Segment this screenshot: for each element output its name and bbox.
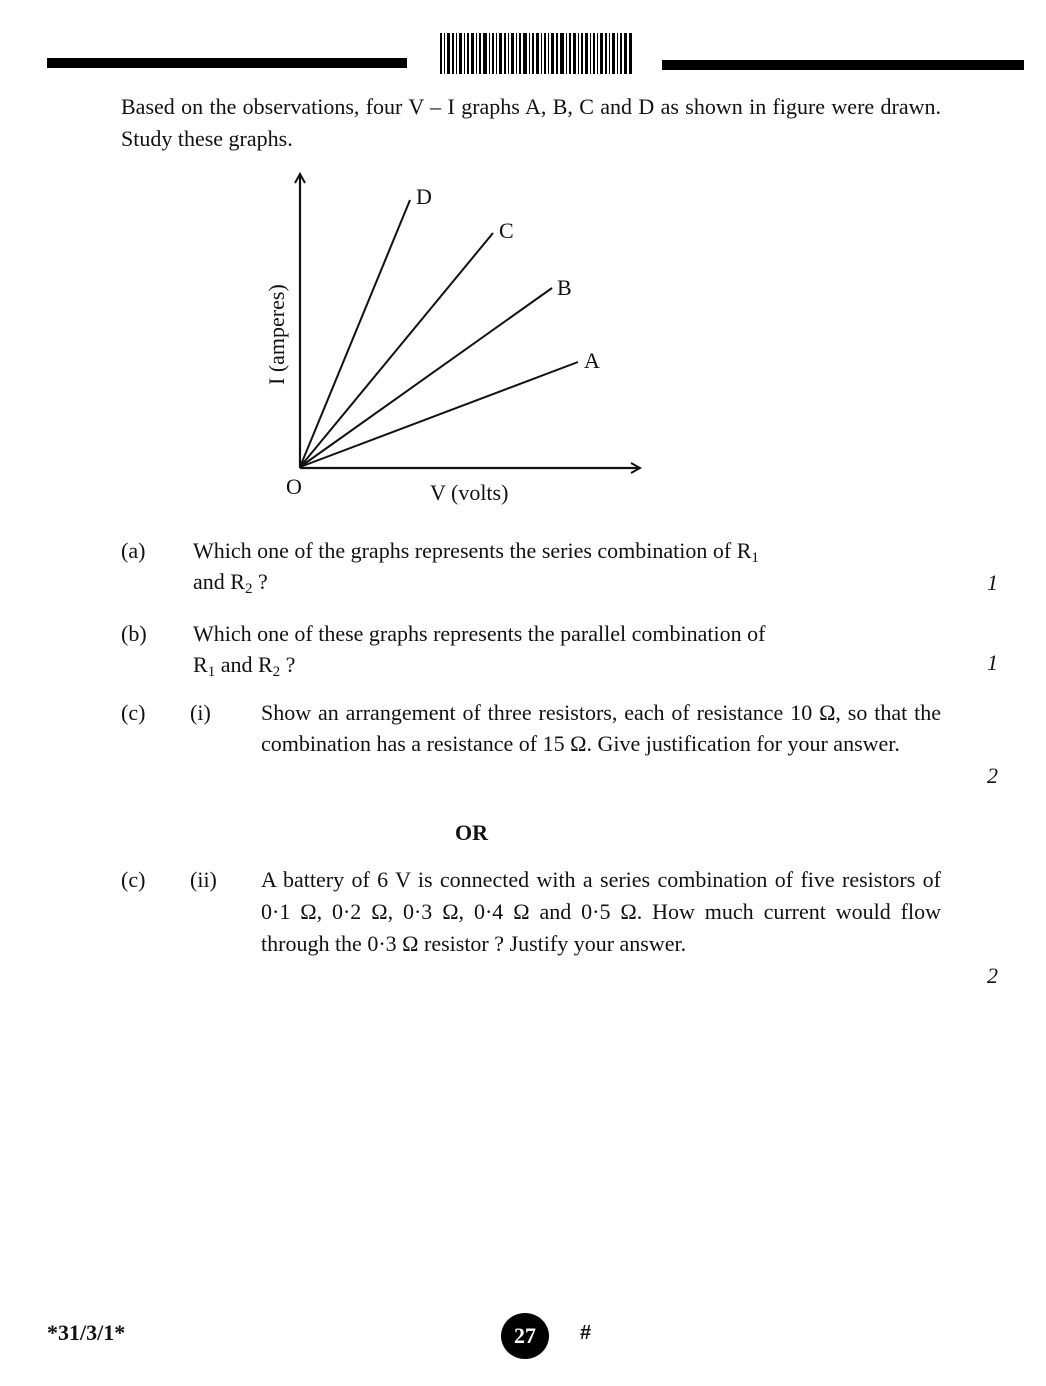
question-b-text: Which one of these graphs represents the parallel combination of $R_1$ and $R_2$ ? [193, 621, 766, 680]
question-b-label: (b) [121, 621, 147, 646]
question-c-ii-label: (c) [121, 867, 146, 892]
barcode-icon [440, 33, 632, 74]
vi-graph [240, 160, 660, 520]
question-c-ii-text: A battery of 6 V is connected with a series combination of five resistors of 0·1 Ω, 0·2 Ω, 0·3 Ω, 0·4 Ω and 0·5 Ω. How much current would flow through the 0·3 Ω resistor ? Justify your answer. [261, 867, 941, 956]
y-axis-label: I (amperes) [264, 284, 289, 385]
paper-code: *31/3/1* [47, 1320, 126, 1345]
question-a-marks: 1 [987, 570, 998, 595]
line-a [300, 362, 578, 467]
label-b: B [557, 275, 572, 300]
question-c-i-text: Show an arrangement of three resistors, each of resistance 10 Ω, so that the combination has a resistance of 15 Ω. Give justification for your answer. [261, 700, 941, 756]
page-number-badge [501, 1313, 549, 1359]
origin-label: O [286, 474, 302, 499]
label-c: C [499, 218, 514, 243]
question-a-text: Which one of the graphs represents the series combination of $R_1$ and $R_2$ ? [193, 538, 759, 597]
label-a: A [584, 348, 600, 373]
question-c-i-marks: 2 [987, 763, 998, 788]
question-c-i-sub: (i) [190, 700, 211, 725]
question-a-label: (a) [121, 538, 146, 563]
question-b-marks: 1 [987, 650, 998, 675]
question-c-i-label: (c) [121, 700, 146, 725]
hash-mark: # [580, 1322, 592, 1344]
question-c-ii-sub: (ii) [190, 867, 217, 892]
or-separator: OR [455, 820, 488, 845]
intro-paragraph: Based on the observations, four V – I graphs A, B, C and D as shown in figure were drawn. Study these graphs. [121, 94, 941, 151]
label-d: D [416, 184, 432, 209]
page-number: 27 [514, 1323, 536, 1348]
question-c-ii-marks: 2 [987, 963, 998, 988]
header-bar-right [662, 60, 1024, 70]
header-bar-left [47, 58, 407, 68]
x-axis-label: V (volts) [430, 480, 509, 505]
